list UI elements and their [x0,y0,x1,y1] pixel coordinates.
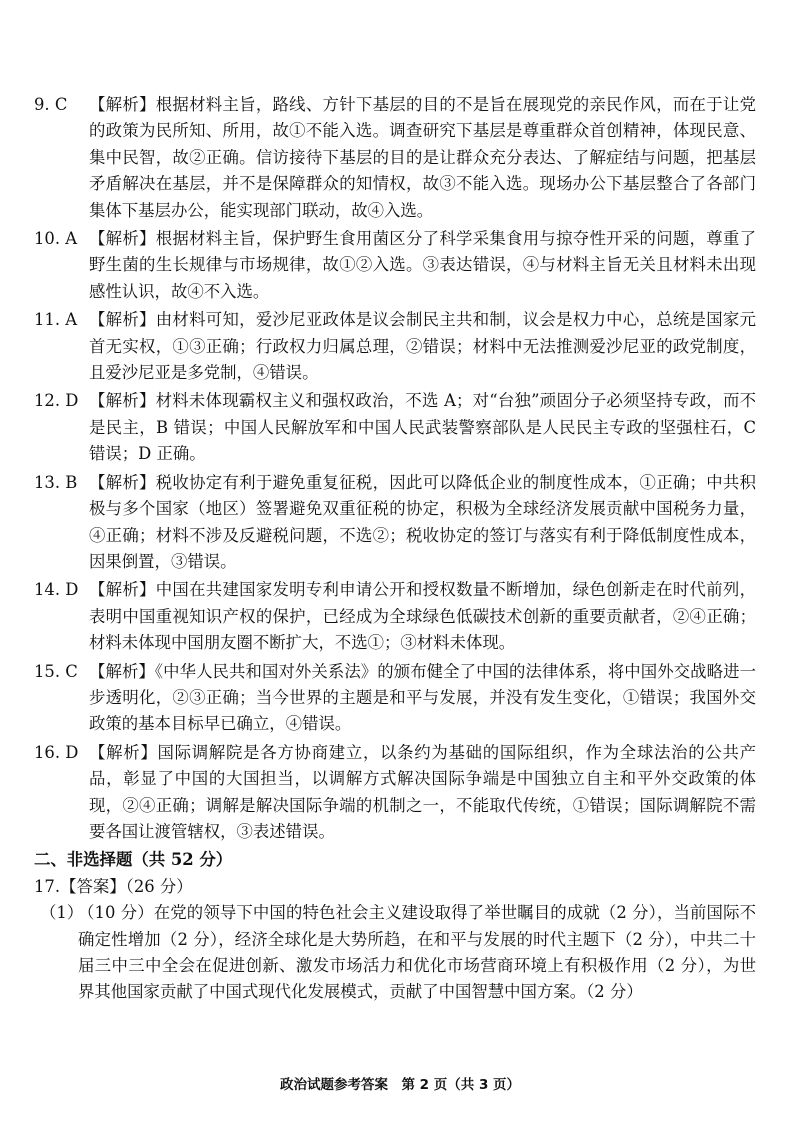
question-number: 13. B [34,472,78,492]
question-16 [34,740,756,846]
part-number: （1） [40,903,84,923]
question-number: 11. A [34,310,78,330]
question-12 [34,388,756,467]
question-explanation: 【解析】国际调解院是各方协商建立，以条约为基础的国际组织，作为全球法治的公共产品，彰显了中国的大国担当，以调解方式解决国际争端是中国独立自主和平外交政策的体现，②④正确；调解是解决国际争端的机制之一，不能取代传统，①错误；国际调解院不需要各国让渡管辖权，③表述错误。 [89,742,756,841]
question-9 [34,92,756,224]
question-number: 10. A [34,229,78,249]
question-15 [34,659,756,738]
question-17-header: 17.【答案】（26 分） [34,876,193,896]
part-answer: （10 分）在党的领导下中国的特色社会主义建设取得了举世瞩目的成就（2 分），当前国际不确定性增加（2 分），经济全球化是大势所趋，在和平与发展的时代主题下（2 分），中共二十届三中三中全会在促进创新、激发市场活力和优化市场营商环境上有积极作用（2 分），为世界其他国家贡献了中国式现代化发展模式，贡献了中国智慧中国方案。（2 分） [78,903,756,1002]
question-explanation: 【解析】由材料可知，爱沙尼亚政体是议会制民主共和制，议会是权力中心，总统是国家元首无实权，①③正确；行政权力归属总理，②错误；材料中无法推测爱沙尼亚的政党制度，且爱沙尼亚是多党制，④错误。 [89,310,756,383]
question-explanation: 【解析】中国在共建国家发明专利申请公开和授权数量不断增加，绿色创新走在时代前列，表明中国重视知识产权的保护，已经成为全球绿色低碳技术创新的重要贡献者，②④正确；材料未体现中国朋友圈不断扩大，不选①；③材料未体现。 [89,580,756,653]
question-number: 12. D [34,391,79,411]
page-footer: 政治试题参考答案 第 2 页（共 3 页） [279,1077,521,1093]
question-number: 9. C [34,95,68,114]
question-10 [34,226,756,305]
question-13 [34,470,756,576]
question-explanation: 【解析】税收协定有利于避免重复征税，因此可以降低企业的制度性成本，①正确；中共积极与多个国家（地区）签署避免双重征税的协定，积极为全球经济发展贡献中国税务力量，④正确；材料不涉及反避税问题，不选②；税收协定的签订与落实有利于降低制度性成本，因果倒置，③错误。 [89,472,756,571]
question-number: 15. C [34,661,78,681]
question-14 [34,577,756,656]
question-explanation: 【解析】根据材料主旨，路线、方针下基层的目的不是旨在展现党的亲民作风，而在于让党的政策为民所知、所用，故①不能入选。调查研究下基层是尊重群众首创精神，体现民意、集中民智，故②正确。信访接待下基层的目的是让群众充分表达、了解症结与问题，把基层矛盾解决在基层，并不是保障群众的知情权，故③不能入选。现场办公下基层整合了各部门集体下基层办公，能实现部门联动，故④入选。 [89,95,756,220]
question-number: 16. D [34,742,79,762]
question-17-part-1 [42,900,756,1006]
question-explanation: 【解析】根据材料主旨，保护野生食用菌区分了科学采集食用与掠夺性开采的问题，尊重了野生菌的生长规律与市场规律，故①②入选。③表达错误，④与材料主旨无关且材料未出现感性认识，故④不入选。 [89,229,756,301]
question-explanation: 【解析】《中华人民共和国对外关系法》的颁布健全了中国的法律体系，将中国外交战略进一步透明化，②③正确；当今世界的主题是和平与发展，并没有发生变化，①错误；我国外交政策的基本目标早已确立，④错误。 [89,661,756,734]
question-11 [34,307,756,386]
section-title: 二、非选择题（共 52 分） [34,850,233,870]
question-number: 14. D [34,580,79,600]
question-explanation: 【解析】材料未体现霸权主义和强权政治，不选 A；对“台独”顽固分子必须坚持专政，而不是民主，B 错误；中国人民解放军和中国人民武装警察部队是人民民主专政的坚强柱石，C 错误；D 正确。 [89,391,756,464]
